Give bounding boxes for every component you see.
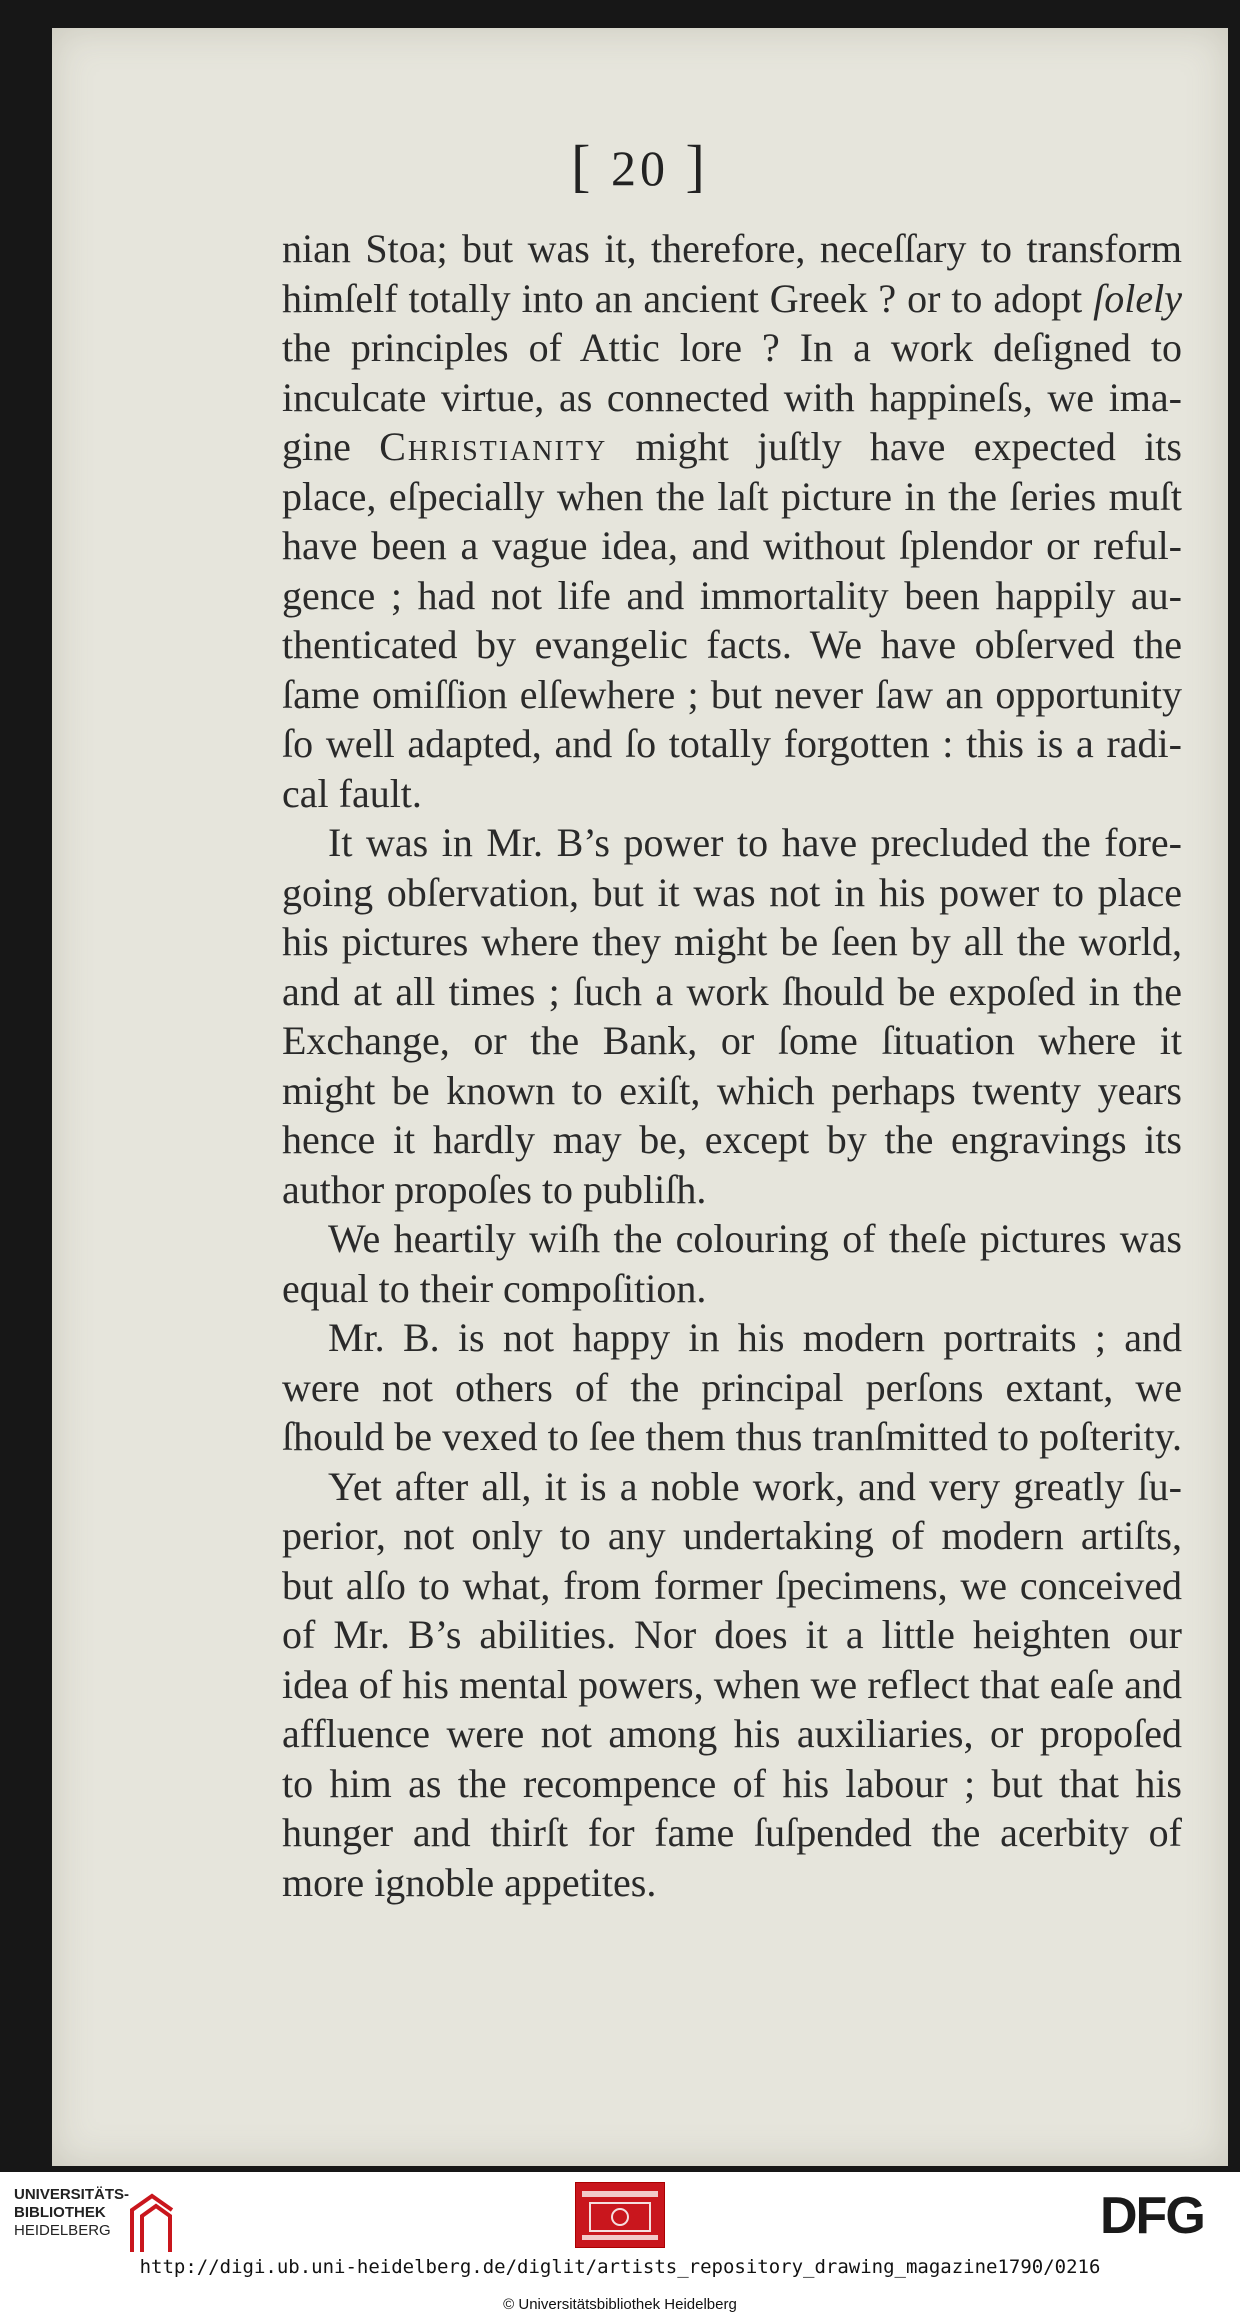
text-line [282, 620, 1182, 670]
text-line [282, 1660, 1182, 1710]
text-run: might juſtly have expected its [607, 424, 1182, 469]
text-line [282, 1165, 1182, 1215]
copyright-notice: © Universitätsbibliothek Heidelberg [503, 2296, 737, 2313]
text-run: author propoſes to publiſh. [282, 1166, 707, 1212]
text-run: affluence were not among his auxiliaries, or propoſed [282, 1711, 1182, 1756]
text-run: himſelf totally into an ancient Greek ? or to adopt [282, 275, 1094, 321]
text-run: equal to their compoſition. [282, 1265, 707, 1311]
ub-line-1: UNIVERSITÄTS- [14, 2186, 130, 2203]
text-line [282, 1363, 1182, 1413]
text-run: inculcate virtue, as connected with happineſs, we ima- [282, 374, 1182, 420]
text-run: thenticated by evangelic facts. We have obſerved the [282, 622, 1182, 667]
text-line [282, 1214, 1182, 1264]
dfg-logo[interactable]: DFG [1100, 2187, 1204, 2245]
text-run: Yet after all, it is a noble work, and very greatly ſu- [328, 1463, 1182, 1509]
ub-line-2: BIBLIOTHEK [14, 2204, 106, 2221]
text-run: Mr. B. is not happy in his modern portraits ; and [328, 1315, 1182, 1360]
text-line [282, 719, 1182, 769]
text-line [282, 274, 1182, 324]
text-line [282, 1759, 1182, 1809]
text-run: idea of his mental powers, when we reflect that eaſe and [282, 1661, 1182, 1707]
ub-emblem-icon [126, 2190, 178, 2256]
page-number [52, 132, 1228, 199]
text-line [282, 1610, 1182, 1660]
text-run: to him as the recompence of his labour ; but that his [282, 1760, 1182, 1806]
permalink-url[interactable]: http://digi.ub.uni-heidelberg.de/diglit/artists_repository_drawing_magazine1790/0216 [139, 2256, 1101, 2278]
text-run: might be known to exiſt, which perhaps twenty years [282, 1067, 1182, 1113]
text-run: ſame omiſſion elſewhere ; but never ſaw an opportunity [282, 671, 1182, 717]
bracket-open: [ [571, 133, 595, 198]
text-run: the principles of Attic lore ? In a work deſigned to [282, 325, 1182, 370]
text-line [282, 1264, 1182, 1314]
page-number-value: 20 [611, 140, 669, 196]
text-line [282, 917, 1182, 967]
text-run: of Mr. B’s abilities. Nor does it a little heighten our [282, 1612, 1182, 1657]
text-run: place, eſpecially when the laſt picture in the ſeries muſt [282, 473, 1182, 519]
ub-line-3: HEIDELBERG [14, 2222, 111, 2239]
text-run: more ignoble appetites. [282, 1859, 657, 1905]
text-run: gence ; had not life and immortality been happily au- [282, 572, 1182, 618]
text-line [282, 1115, 1182, 1165]
text-line [282, 1313, 1182, 1363]
text-line [282, 1412, 1182, 1462]
text-run: hunger and thirſt for fame ſuſpended the acerbity of [282, 1810, 1182, 1855]
text-line [282, 967, 1182, 1017]
text-line [282, 1066, 1182, 1116]
text-line [282, 1462, 1182, 1512]
book-page [52, 28, 1228, 2166]
text-run: gine [282, 424, 380, 469]
text-run: going obſervation, but it was not in his power to place [282, 869, 1182, 915]
text-run: Exchange, or the Bank, or ſome ſituation where it [282, 1018, 1182, 1063]
text-line [282, 571, 1182, 621]
text-run: but alſo to what, from former ſpecimens, we conceived [282, 1562, 1182, 1608]
footer [0, 2172, 1240, 2324]
text-run: It was in Mr. B’s power to have precluded the fore- [328, 820, 1182, 865]
text-run: his pictures where they might be ſeen by all the world, [282, 919, 1182, 964]
digitization-project-logo[interactable] [575, 2182, 665, 2248]
project-emblem-icon [576, 2183, 664, 2247]
text-line [282, 1808, 1182, 1858]
text-line [282, 373, 1182, 423]
text-line [282, 472, 1182, 522]
text-line [282, 1511, 1182, 1561]
italic-word: ſolely [1093, 275, 1182, 321]
bracket-close: ] [685, 133, 709, 198]
text-line [282, 868, 1182, 918]
text-line [282, 1016, 1182, 1066]
text-run: cal fault. [282, 770, 422, 816]
text-line [282, 521, 1182, 571]
text-run: and at all times ; ſuch a work ſhould be expoſed in the [282, 968, 1182, 1014]
text-run: nian Stoa; but was it, therefore, neceſſary to transform [282, 226, 1182, 271]
text-line [282, 769, 1182, 819]
text-run: We heartily wiſh the colouring of theſe pictures was [328, 1216, 1182, 1261]
text-line [282, 818, 1182, 868]
text-run: ſo well adapted, and ſo totally forgotten : this is a radi- [282, 721, 1182, 766]
body-text [282, 224, 1182, 1907]
text-run: were not others of the principal perſons extant, we [282, 1364, 1182, 1410]
text-line [282, 422, 1182, 472]
small-caps-word: Christianity [379, 424, 608, 469]
text-run: ſhould be vexed to ſee them thus tranſmitted to poſterity. [282, 1414, 1182, 1459]
text-line [282, 1561, 1182, 1611]
ub-heidelberg-wordmark [14, 2186, 129, 2240]
text-line [282, 323, 1182, 373]
text-run: perior, not only to any undertaking of modern artiſts, [282, 1513, 1182, 1558]
text-line [282, 1858, 1182, 1908]
text-run: hence it hardly may be, except by the engravings its [282, 1117, 1182, 1162]
text-line [282, 670, 1182, 720]
text-run: have been a vague idea, and without ſplendor or reful- [282, 523, 1182, 568]
text-line [282, 224, 1182, 274]
text-line [282, 1709, 1182, 1759]
